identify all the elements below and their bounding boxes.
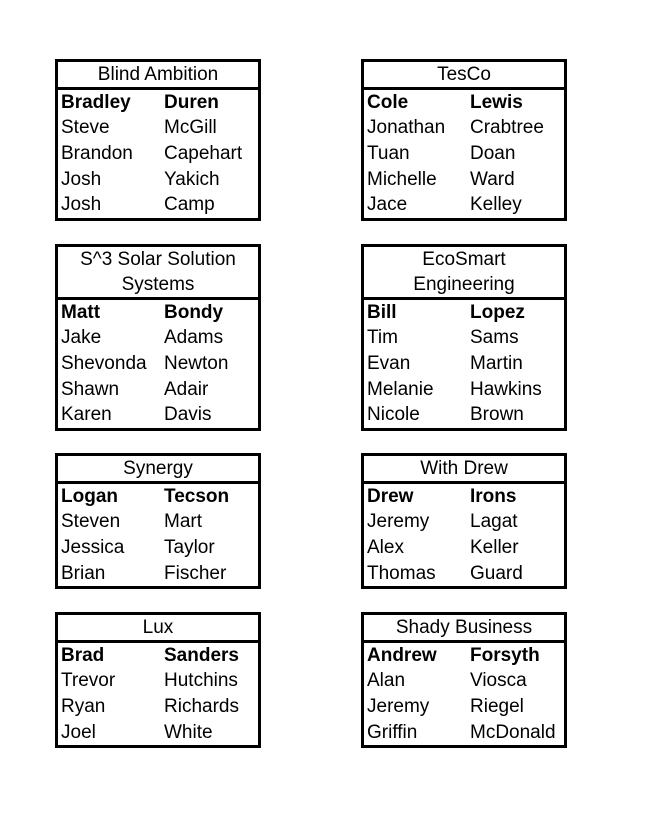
member-row <box>364 669 564 695</box>
first-name: Karen <box>61 404 112 426</box>
last-name: Lewis <box>470 91 523 113</box>
first-name: Jake <box>61 327 102 349</box>
first-name: Brad <box>61 644 105 666</box>
member-row <box>58 377 258 403</box>
team-box-synergy <box>55 453 261 589</box>
last-name: Sanders <box>164 644 239 666</box>
last-name: Brown <box>470 404 524 426</box>
team-lead-row <box>364 643 564 669</box>
last-name: Davis <box>164 404 212 426</box>
member-row <box>364 535 564 561</box>
team-lead-row <box>364 90 564 116</box>
team-box-ecosmart <box>361 244 567 431</box>
last-name: Hawkins <box>470 378 542 400</box>
member-row <box>364 116 564 142</box>
first-name: Evan <box>367 352 411 374</box>
first-name: Brandon <box>61 142 133 164</box>
team-lead-row <box>364 484 564 510</box>
first-name: Trevor <box>61 670 116 692</box>
first-name: Brian <box>61 562 106 584</box>
team-name: TesCo <box>364 62 564 90</box>
last-name: Adams <box>164 327 224 349</box>
first-name: Jessica <box>61 536 125 558</box>
team-name: Shady Business <box>364 615 564 643</box>
member-row <box>364 377 564 403</box>
last-name: Mart <box>164 511 202 533</box>
first-name: Bradley <box>61 91 131 113</box>
member-row <box>58 669 258 695</box>
last-name: Guard <box>470 562 523 584</box>
member-row <box>364 402 564 428</box>
team-box-lux <box>55 612 261 748</box>
member-row <box>364 326 564 352</box>
team-lead-row <box>58 643 258 669</box>
member-row <box>364 561 564 587</box>
last-name: Keller <box>470 536 519 558</box>
first-name: Drew <box>367 485 414 507</box>
team-box-shady-business <box>361 612 567 748</box>
first-name: Matt <box>61 301 101 323</box>
last-name: Forsyth <box>470 644 540 666</box>
first-name: Griffin <box>367 721 418 743</box>
team-lead-row <box>58 300 258 326</box>
last-name: Riegel <box>470 695 524 717</box>
member-row <box>58 535 258 561</box>
first-name: Logan <box>61 485 118 507</box>
member-row <box>58 561 258 587</box>
last-name: Richards <box>164 695 239 717</box>
first-name: Alex <box>367 536 404 558</box>
first-name: Jeremy <box>367 695 430 717</box>
last-name: Camp <box>164 194 215 216</box>
team-box-tesco <box>361 59 567 221</box>
first-name: Michelle <box>367 168 437 190</box>
member-row <box>364 351 564 377</box>
last-name: Yakich <box>164 168 220 190</box>
first-name: Jeremy <box>367 511 430 533</box>
member-row <box>58 141 258 167</box>
first-name: Melanie <box>367 378 434 400</box>
first-name: Cole <box>367 91 409 113</box>
last-name: Taylor <box>164 536 215 558</box>
last-name: Hutchins <box>164 670 238 692</box>
first-name: Tuan <box>367 142 410 164</box>
last-name: Sams <box>470 327 519 349</box>
team-name: Lux <box>58 615 258 643</box>
last-name: Lagat <box>470 511 518 533</box>
member-row <box>58 192 258 218</box>
last-name: Viosca <box>470 670 527 692</box>
last-name: Newton <box>164 352 229 374</box>
first-name: Steve <box>61 117 110 139</box>
last-name: Adair <box>164 378 209 400</box>
member-row <box>364 167 564 193</box>
team-lead-row <box>58 90 258 116</box>
first-name: Jonathan <box>367 117 446 139</box>
first-name: Jace <box>367 194 408 216</box>
first-name: Josh <box>61 194 102 216</box>
member-row <box>364 141 564 167</box>
last-name: Martin <box>470 352 523 374</box>
first-name: Tim <box>367 327 398 349</box>
first-name: Ryan <box>61 695 106 717</box>
first-name: Josh <box>61 168 102 190</box>
member-row <box>364 192 564 218</box>
last-name: Ward <box>470 168 515 190</box>
team-name: Blind Ambition <box>58 62 258 90</box>
member-row <box>58 351 258 377</box>
team-name: With Drew <box>364 456 564 484</box>
last-name: Crabtree <box>470 117 544 139</box>
team-lead-row <box>58 484 258 510</box>
team-lead-row <box>364 300 564 326</box>
team-name: Synergy <box>58 456 258 484</box>
team-box-s3-solar <box>55 244 261 431</box>
member-row <box>58 720 258 746</box>
last-name: Lopez <box>470 301 525 323</box>
team-name: S^3 Solar Solution Systems <box>58 247 258 300</box>
first-name: Nicole <box>367 404 420 426</box>
last-name: White <box>164 721 213 743</box>
member-row <box>58 167 258 193</box>
last-name: Bondy <box>164 301 224 323</box>
member-row <box>58 402 258 428</box>
member-row <box>364 720 564 746</box>
member-row <box>364 694 564 720</box>
last-name: Irons <box>470 485 517 507</box>
last-name: McDonald <box>470 721 556 743</box>
first-name: Andrew <box>367 644 437 666</box>
first-name: Shawn <box>61 378 120 400</box>
first-name: Thomas <box>367 562 436 584</box>
first-name: Shevonda <box>61 352 147 374</box>
team-box-blind-ambition <box>55 59 261 221</box>
last-name: Kelley <box>470 194 522 216</box>
first-name: Alan <box>367 670 406 692</box>
first-name: Steven <box>61 511 121 533</box>
team-name: EcoSmart Engineering <box>364 247 564 300</box>
first-name: Joel <box>61 721 96 743</box>
first-name: Bill <box>367 301 397 323</box>
member-row <box>58 694 258 720</box>
member-row <box>58 510 258 536</box>
last-name: McGill <box>164 117 217 139</box>
last-name: Tecson <box>164 485 230 507</box>
member-row <box>364 510 564 536</box>
team-box-with-drew <box>361 453 567 589</box>
member-row <box>58 326 258 352</box>
last-name: Duren <box>164 91 219 113</box>
last-name: Fischer <box>164 562 227 584</box>
last-name: Doan <box>470 142 516 164</box>
member-row <box>58 116 258 142</box>
last-name: Capehart <box>164 142 243 164</box>
